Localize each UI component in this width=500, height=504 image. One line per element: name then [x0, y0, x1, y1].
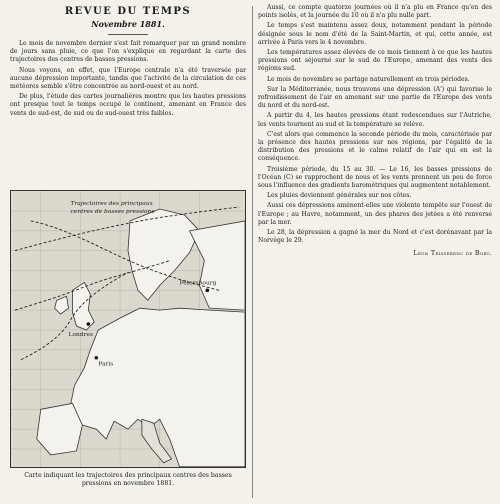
- svg-text:centres de basses pressions: centres de basses pressions: [70, 207, 155, 215]
- author-signature: Léon Teisserenc de Bort.: [413, 249, 492, 258]
- svg-text:Trajectoires des principaux: Trajectoires des principaux: [70, 200, 154, 208]
- paragraph: Le 28, la dépression a gagné la mer du Nord et c'est dorénavant par la Norvège le 29.: [258, 229, 492, 245]
- column-divider: [252, 6, 253, 498]
- paragraph: A partir du 4, les hautes pressions étant redescendues sur l'Autriche, les vents tournent au sud et la température se relève.: [258, 112, 492, 128]
- right-column: [258, 4, 492, 257]
- paragraph: C'est alors que commence la seconde période du mois, caractérisée par la présence des hautes pressions sur nos régions, par l'égalité de la distribution des pressions et le calme relatif de l'air qui en est la conséquence.: [258, 130, 492, 163]
- map-label-londres: Londres: [68, 330, 94, 338]
- paragraph: Aussi, ce compte quatorze journées où il n'a plu en France qu'en des points isolés, et la journée du 10 où il n'a plu nulle part.: [258, 4, 492, 20]
- paragraph: Les pluies deviennent générales sur nos côtes.: [267, 192, 412, 200]
- paragraph: Le temps s'est maintenu assez doux, notamment pendant la période désignée sous le nom d'été de la Saint-Martin, et qui, cette année, est arrivée à Paris vers le 4 novembre.: [258, 22, 492, 46]
- paragraph: Le mois de novembre se partage naturellement en trois périodes.: [267, 75, 470, 83]
- paragraph: Troisième période, du 15 au 30. — Le 16, les basses pressions de l'Océan (C) se rapprochent de nous et les vents prennent un peu de force sous l'influence des gradients barométriques qui augmentent notablement.: [258, 165, 492, 190]
- map-caption: Carte indiquant les trajectoires des principaux centres des basses pressions en novembre 1881.: [24, 472, 232, 487]
- paragraph: Aussi ces dépressions amènent-elles une violente tempête sur l'ouest de l'Europe ; au Havre, notamment, un des phares des jetées a été renversé par la mer.: [258, 202, 492, 226]
- page-title: REVUE DU TEMPS: [64, 6, 192, 17]
- left-column: [10, 6, 246, 487]
- page-subtitle: Novembre 1881.: [91, 19, 165, 29]
- paragraph: Le mois de novembre dernier s'est fait remarquer par un grand nombre de jours sans pluie, ce que l'on s'explique en regardant la carte des trajectoires des centres de basses pressions.: [10, 40, 246, 64]
- paragraph: Les températures assez élevées de ce mois tiennent à ce que les hautes pressions ont séjourné sur le sud de l'Europe, amenant des vents des régions sud.: [258, 49, 492, 73]
- map-label-paris: Paris: [98, 360, 114, 368]
- paragraph: Nous voyons, en effet, que l'Europe centrale n'a été traversée par aucune dépression importante, tandis que l'activité de la circulation de ces météores semble s'être concentrée au nord-ouest et au nord.: [10, 66, 246, 91]
- paragraph: Sur la Méditerranée, nous trouvons une dépression (A') qui favorise le refroidissement de l'air en amenant sur une partie de l'Europe des vents du nord et du nord-est.: [258, 85, 492, 110]
- map-label-petersbourg: Pétersbourg: [179, 279, 217, 287]
- paragraph: De plus, l'étude des cartes journalières montre que les hautes pressions ont presque tout le temps occupé le continent, amenant en France des vents de sud-est, de sud ou de sud-ouest très faibles.: [10, 93, 246, 117]
- trajectory-map: [10, 190, 246, 468]
- title-rule: [108, 34, 148, 35]
- map-illustration: [11, 191, 245, 467]
